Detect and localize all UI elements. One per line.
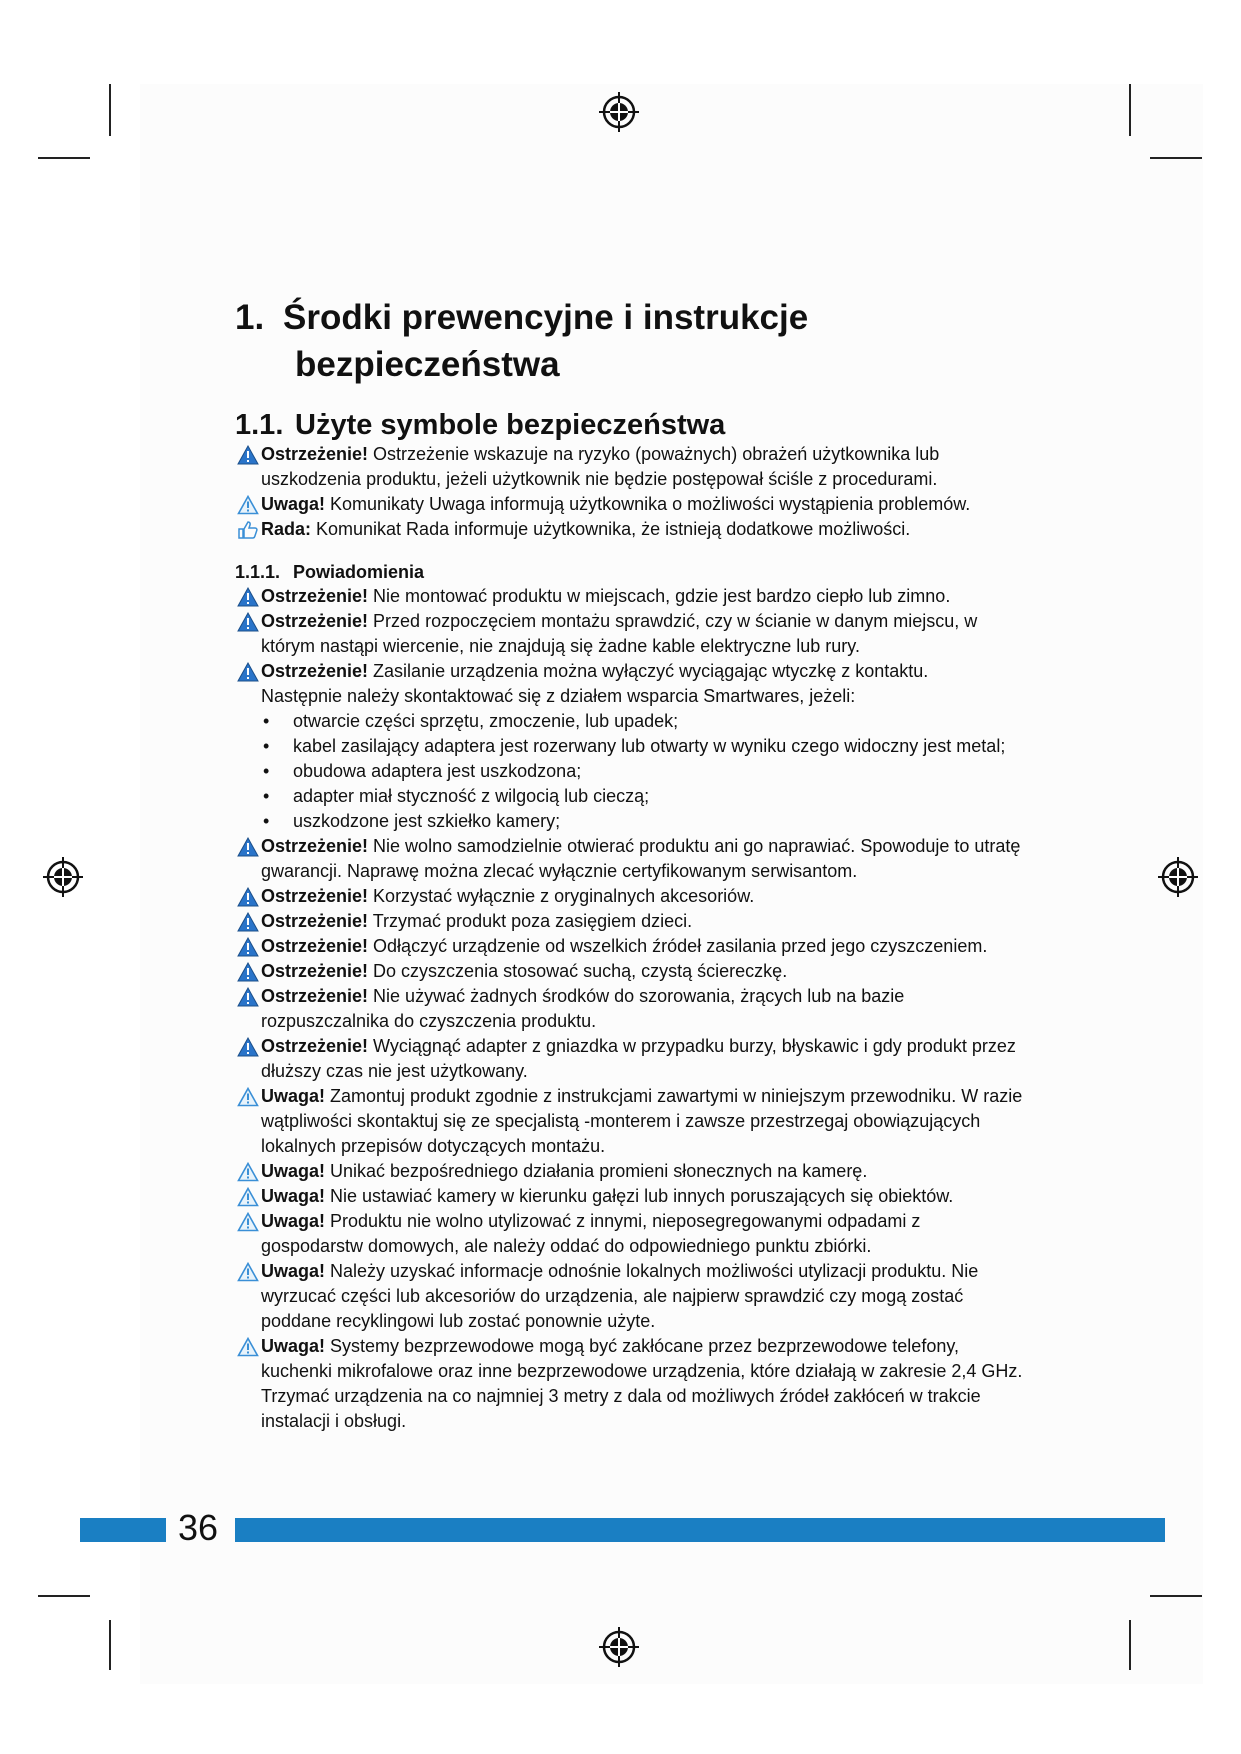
symbol-label: Uwaga!	[261, 494, 326, 514]
crop-mark	[38, 1595, 90, 1597]
notice-text: Nie wolno samodzielnie otwierać produktu ani go naprawiać. Spowoduje to utratę gwarancji. Naprawę można zlecać wyłącznie certyfikowanym serwisantom.	[261, 836, 1021, 881]
notice-item	[235, 1209, 1025, 1259]
notice-text: Wyciągnąć adapter z gniazdka w przypadku burzy, błyskawic i gdy produkt przez dłuższy czas nie jest użytkowany.	[261, 1036, 1016, 1081]
notice-item	[235, 1334, 1025, 1434]
notice-label: Ostrzeżenie!	[261, 586, 369, 606]
notice-item	[235, 1159, 1025, 1184]
heading3-number: 1.1.1.	[235, 562, 281, 582]
warning-blue-icon	[237, 1037, 259, 1057]
symbol-warning	[235, 442, 1025, 492]
notice-label: Uwaga!	[261, 1211, 326, 1231]
page-title	[235, 294, 1025, 388]
notice-text: Trzymać produkt poza zasięgiem dzieci.	[368, 911, 693, 931]
notice-item	[235, 1184, 1025, 1209]
caution-icon	[237, 1087, 259, 1107]
notice-item	[235, 1084, 1025, 1159]
notice-text: Zamontuj produkt zgodnie z instrukcjami zawartymi w niniejszym przewodniku. W razie wątpliwości skontaktuj się ze specjalistą -monterem i zawsze przestrzegaj obowiązujących lokalnych przepisów dotyczących montażu.	[261, 1086, 1023, 1156]
main-content	[235, 294, 1025, 1434]
thumbs-up-icon	[237, 520, 259, 540]
notice-label: Uwaga!	[261, 1161, 326, 1181]
notice-item	[235, 1034, 1025, 1084]
notice-label: Ostrzeżenie!	[261, 1036, 369, 1056]
heading1-number: 1.	[235, 298, 265, 337]
symbol-text: Ostrzeżenie wskazuje na ryzyko (poważnych) obrażeń użytkownika lub uszkodzenia produktu, jeżeli użytkownik nie będzie postępował ściśle z procedurami.	[261, 444, 940, 489]
list-item: • uszkodzone jest szkiełko kamery;	[261, 809, 1025, 834]
registration-mark-icon	[1156, 855, 1200, 899]
crop-mark	[1129, 84, 1131, 136]
caution-icon	[237, 495, 259, 515]
notice-label: Ostrzeżenie!	[261, 611, 369, 631]
crop-mark	[1150, 1595, 1202, 1597]
caution-icon	[237, 1212, 259, 1232]
notice-text: Nie ustawiać kamery w kierunku gałęzi lub innych poruszających się obiektów.	[325, 1186, 954, 1206]
crop-mark	[109, 84, 111, 136]
registration-mark-icon	[41, 855, 85, 899]
symbol-label: Rada:	[261, 519, 312, 539]
notice-text: Odłączyć urządzenie od wszelkich źródeł zasilania przed jego czyszczeniem.	[368, 936, 988, 956]
registration-mark-icon	[597, 1625, 641, 1669]
symbol-text: Komunikaty Uwaga informują użytkownika o możliwości wystąpienia problemów.	[325, 494, 971, 514]
notice-label: Ostrzeżenie!	[261, 961, 369, 981]
support-bullets	[235, 709, 1025, 834]
notice-text: Systemy bezprzewodowe mogą być zakłócane przez bezprzewodowe telefony, kuchenki mikrofalowe oraz inne bezprzewodowe urządzenia, które działają w zakresie 2,4 GHz. Trzymać urządzenia na co najmniej 3 metry z dala od możliwych źródeł zakłóceń w trakcie instalacji i obsługi.	[261, 1336, 1023, 1431]
notice-item	[235, 834, 1025, 884]
warning-blue-icon	[237, 962, 259, 982]
notice-item	[235, 584, 1025, 609]
notice-label: Uwaga!	[261, 1336, 326, 1356]
caution-icon	[237, 1162, 259, 1182]
crop-mark	[38, 157, 90, 159]
warning-blue-icon	[237, 587, 259, 607]
notice-label: Ostrzeżenie!	[261, 936, 369, 956]
page-number: 36	[178, 1507, 219, 1548]
notice-text: Unikać bezpośredniego działania promieni słonecznych na kamerę.	[325, 1161, 868, 1181]
notice-text: Produktu nie wolno utylizować z innymi, nieposegregowanymi odpadami z gospodarstw domowych, ale należy oddać do odpowiedniego punktu zbiórki.	[261, 1211, 921, 1256]
warning-blue-icon	[237, 445, 259, 465]
warning-blue-icon	[237, 912, 259, 932]
notice-item	[235, 609, 1025, 659]
notice-item	[235, 659, 1025, 684]
notice-text: Nie montować produktu w miejscach, gdzie jest bardzo ciepło lub zimno.	[368, 586, 951, 606]
notice-label: Uwaga!	[261, 1186, 326, 1206]
notice-label: Ostrzeżenie!	[261, 836, 369, 856]
notice-label: Uwaga!	[261, 1086, 326, 1106]
footer-bar-right	[235, 1518, 1165, 1542]
notice-label: Ostrzeżenie!	[261, 986, 369, 1006]
registration-mark-icon	[597, 90, 641, 134]
heading3-text: Powiadomienia	[293, 562, 425, 582]
notice-label: Uwaga!	[261, 1261, 326, 1281]
notice-item	[235, 1259, 1025, 1334]
support-intro: Następnie należy skontaktować się z działem wsparcia Smartwares, jeżeli:	[261, 686, 856, 706]
notice-text: Nie używać żadnych środków do szorowania, żrących lub na bazie rozpuszczalnika do czyszczenia produktu.	[261, 986, 905, 1031]
list-item: • kabel zasilający adaptera jest rozerwany lub otwarty w wyniku czego widoczny jest metal;	[261, 734, 1025, 759]
heading2-text: Użyte symbole bezpieczeństwa	[295, 409, 726, 441]
notice-item	[235, 984, 1025, 1034]
symbol-text: Komunikat Rada informuje użytkownika, że istnieją dodatkowe możliwości.	[311, 519, 911, 539]
section-heading	[235, 408, 1025, 442]
caution-icon	[237, 1262, 259, 1282]
warning-blue-icon	[237, 837, 259, 857]
caution-icon	[237, 1337, 259, 1357]
heading1-line2: bezpieczeństwa	[295, 345, 560, 384]
heading1-line1: Środki prewencyjne i instrukcje	[283, 298, 809, 337]
notice-text: Przed rozpoczęciem montażu sprawdzić, czy w ścianie w danym miejscu, w którym nastąpi wiercenie, nie znajdują się żadne kable elektryczne lub rury.	[261, 611, 978, 656]
notice-text: Do czyszczenia stosować suchą, czystą ściereczkę.	[368, 961, 788, 981]
list-item: • otwarcie części sprzętu, zmoczenie, lub upadek;	[261, 709, 1025, 734]
footer-bar-left	[80, 1518, 166, 1542]
caution-icon	[237, 1187, 259, 1207]
subsection-heading	[235, 560, 1025, 584]
list-item: • adapter miał styczność z wilgocią lub cieczą;	[261, 784, 1025, 809]
crop-mark	[1129, 1620, 1131, 1670]
warning-blue-icon	[237, 987, 259, 1007]
notice-label: Ostrzeżenie!	[261, 661, 369, 681]
symbol-caution	[235, 492, 1025, 517]
notice-item	[235, 909, 1025, 934]
notice-label: Ostrzeżenie!	[261, 911, 369, 931]
notice-text: Należy uzyskać informacje odnośnie lokalnych możliwości utylizacji produktu. Nie wyrzucać części lub akcesoriów do urządzenia, ale najpierw sprawdzić czy mogą zostać poddane recyklingowi lub zostać ponownie użyte.	[261, 1261, 979, 1331]
warning-blue-icon	[237, 612, 259, 632]
notice-label: Ostrzeżenie!	[261, 886, 369, 906]
symbol-label: Ostrzeżenie!	[261, 444, 369, 464]
warning-blue-icon	[237, 937, 259, 957]
notice-text: Korzystać wyłącznie z oryginalnych akcesoriów.	[368, 886, 755, 906]
notice-text: Zasilanie urządzenia można wyłączyć wyciągając wtyczkę z kontaktu.	[368, 661, 929, 681]
warning-blue-icon	[237, 662, 259, 682]
crop-mark	[109, 1620, 111, 1670]
notice-item	[235, 934, 1025, 959]
notice-item	[235, 884, 1025, 909]
symbols-list	[235, 442, 1025, 542]
notice-item	[235, 959, 1025, 984]
crop-mark	[1150, 157, 1202, 159]
symbol-tip	[235, 517, 1025, 542]
notices-list	[235, 584, 1025, 1434]
warning-blue-icon	[237, 887, 259, 907]
list-item: • obudowa adaptera jest uszkodzona;	[261, 759, 1025, 784]
heading2-number: 1.1.	[235, 409, 284, 441]
